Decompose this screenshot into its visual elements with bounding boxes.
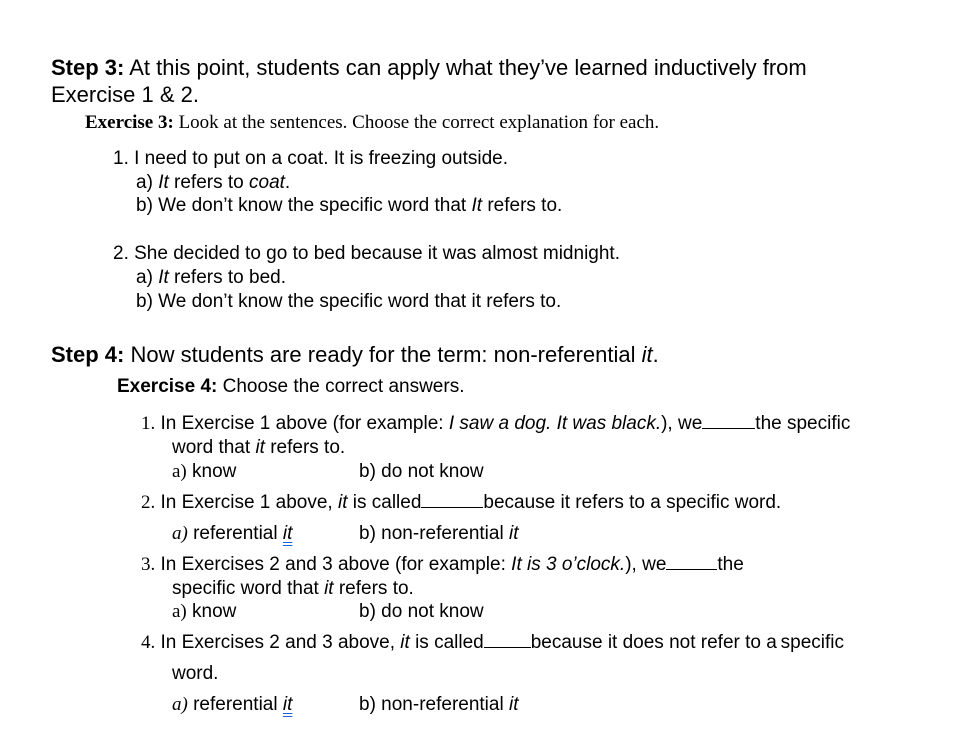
ex4-q1-option-b[interactable]: b) do not know xyxy=(359,461,484,482)
ex3-q1-stem: 1. I need to put on a coat. It is freezing outside. xyxy=(113,148,509,169)
answer-blank[interactable] xyxy=(484,632,531,648)
answer-blank[interactable] xyxy=(702,413,755,429)
exercise4-label: Exercise 4: xyxy=(117,376,218,397)
step3-text: At this point, students can apply what they’ve learned inductively from xyxy=(124,55,807,80)
ex3-q2-option-b: b) We don’t know the specific word that it refers to. xyxy=(136,291,562,312)
step4-label: Step 4: xyxy=(51,342,125,367)
ex4-q3-option-a[interactable]: a) know xyxy=(172,601,237,622)
ex4-q2-option-a[interactable]: a) referential it xyxy=(172,523,293,544)
ex4-q4-option-a[interactable]: a) referential it xyxy=(172,694,293,715)
ex4-q4-stem-line2: word. xyxy=(172,663,219,684)
ex3-q1-option-a: a) It refers to coat. xyxy=(136,172,291,193)
ex4-q1-option-a[interactable]: a) know xyxy=(172,461,237,482)
ex3-q2-stem: 2. She decided to go to bed because it was almost midnight. xyxy=(113,243,620,264)
ex3-q2-option-a: a) It refers to bed. xyxy=(136,267,286,288)
ex3-q1-option-b: b) We don’t know the specific word that It refers to. xyxy=(136,195,563,216)
ex4-q2-option-b[interactable]: b) non-referential it xyxy=(359,523,519,544)
exercise3-label: Exercise 3: xyxy=(85,112,174,133)
ex4-q3-option-b[interactable]: b) do not know xyxy=(359,601,484,622)
ex4-q4-stem: 4. In Exercises 2 and 3 above, it is called because it does not refer to a specific xyxy=(141,632,844,653)
answer-blank[interactable] xyxy=(421,492,483,508)
exercise3-instruction: Exercise 3: Look at the sentences. Choose the correct explanation for each. xyxy=(85,112,660,133)
ex4-q2-stem: 2. In Exercise 1 above, it is called because it refers to a specific word. xyxy=(141,492,782,513)
ex4-q3-stem-line2: specific word that it refers to. xyxy=(172,578,414,599)
ex4-q3-stem: 3. In Exercises 2 and 3 above (for example: It is 3 o’clock.), we the xyxy=(141,554,744,575)
step3-heading-line2: Exercise 1 & 2. xyxy=(51,82,199,107)
exercise4-instruction: Exercise 4: Choose the correct answers. xyxy=(117,376,465,397)
step4-heading: Step 4: Now students are ready for the term: non-referential it. xyxy=(51,342,659,367)
ex4-q1-stem: 1. In Exercise 1 above (for example: I saw a dog. It was black.), we the specific xyxy=(141,413,851,434)
step3-label: Step 3: xyxy=(51,55,125,80)
ex4-q1-stem-line2: word that it refers to. xyxy=(172,437,346,458)
step3-heading xyxy=(51,54,807,81)
ex4-q4-option-b[interactable]: b) non-referential it xyxy=(359,694,519,715)
answer-blank[interactable] xyxy=(666,554,717,570)
